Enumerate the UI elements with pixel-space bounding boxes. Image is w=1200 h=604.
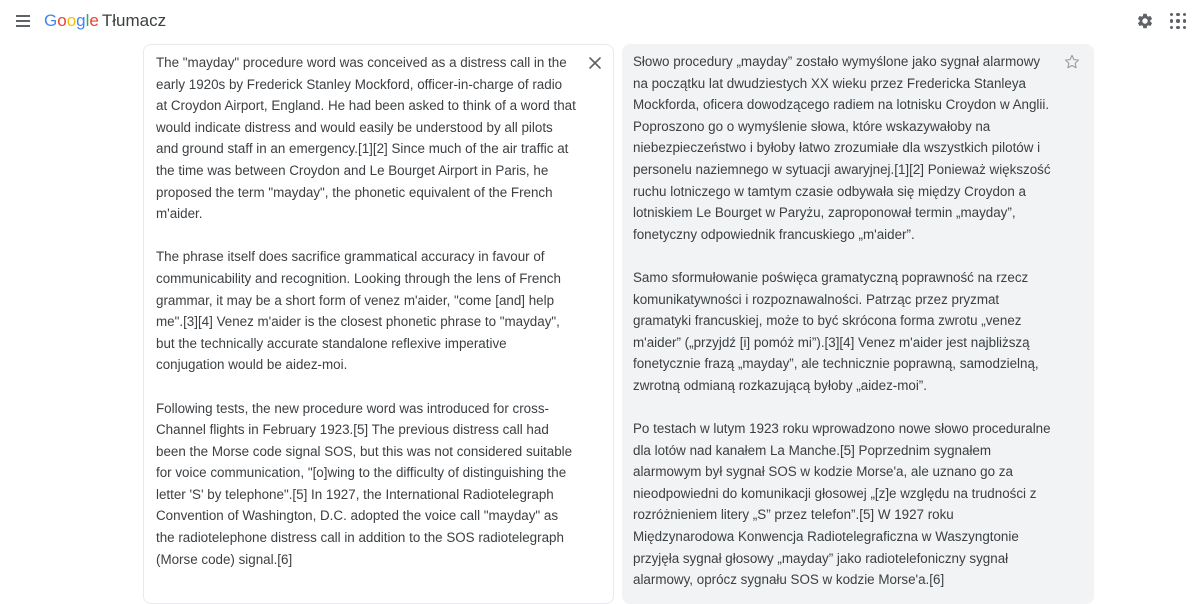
close-icon[interactable] — [587, 55, 603, 71]
google-logo — [44, 11, 99, 30]
source-text-input[interactable]: The "mayday" procedure word was conceived as a distress call in the early 1920s by Frederick Stanley Mockford, officer-in-charge of radio at Croydon Airport, England. He had been asked to think of a word that would indicate distress and would easily be understood by all pilots and ground staff in an emergency.[1][2] Since much of the air traffic at the time was between Croydon and Le Bourget Airport in Paris, he proposed the term "mayday", the phonetic equivalent of the French m'aider. The phrase itself does sacrifice grammatical accuracy in favour of communicability and recognition. Looking through the lens of French grammar, it may be a short form of venez m'aider, "come [and] help me".[3][4] Venez m'aider is the closest phonetic phrase to "mayday", but the technically accurate standalone reflexive imperative conjugation would be aidez-moi. Following tests, the new procedure word was introduced for cross-Channel flights in February 1923.[5] The previous distress call had been the Morse code signal SOS, but this was not considered suitable for voice communication, "[o]wing to the difficulty of distinguishing the letter 'S' by telephone".[5] In 1927, the International Radiotelegraph Convention of Washington, D.C. adopted the voice call "mayday" as the radiotelephone distress call in addition to the SOS radiotelegraph (Morse code) signal.[6] — [156, 55, 576, 567]
apps-grid-icon[interactable] — [1170, 13, 1186, 29]
translation-output-panel — [622, 44, 1094, 604]
translation-output-text: Słowo procedury „mayday” zostało wymyślone jako sygnał alarmowy na początku lat dwudziestych XX wieku przez Fredericka Stanleya Mockforda, oficera dowodzącego radiem na lotnisku Croydon w Anglii. Poproszono go o wymyślenie słowa, które wskazywałoby na niebezpieczeństwo i byłoby łatwo zrozumiałe dla wszystkich pilotów i personelu naziemnego w sytuacji awaryjnej.[1][2] Ponieważ większość ruchu lotniczego w tamtym czasie odbywała się między Croydon a lotniskiem Le Bourget w Paryżu, zaproponował termin „mayday”, fonetyczny odpowiednik francuskiego „m'aider”. Samo sformułowanie poświęca gramatyczną poprawność na rzecz komunikatywności i rozpoznawalności. Patrząc przez pryzmat gramatyki francuskiej, może to być skrócona forma zwrotu „venez m'aider” („przyjdź [i] pomóż mi”).[3][4] Venez m'aider jest najbliższą fonetycznie frazą „mayday”, ale technicznie poprawną, samodzielną, zwrotną odmianą rozkazującą byłoby „aidez-moi”. Po testach w lutym 1923 roku wprowadzono nowe słowo proceduralne dla lotów nad kanałem La Manche.[5] Poprzednim sygnałem alarmowym był sygnał SOS w kodzie Morse'a, ale uznano go za nieodpowiedni do komunikacji głosowej „[z]e względu na trudności z rozróżnieniem litery „S” przez telefon”.[5] W 1927 roku Międzynarodowa Konwencja Radiotelegraficzna w Waszyngtonie przyjęła sygnał głosowy „mayday” jako radiotelefoniczny sygnał alarmowy, oprócz sygnału SOS w kodzie Morse'a.[6] — [633, 54, 1051, 588]
logo-letter: l — [85, 11, 90, 30]
logo-letter: G — [44, 11, 58, 30]
menu-icon[interactable] — [15, 12, 33, 30]
top-app-bar — [0, 0, 1200, 44]
logo-letter: o — [66, 11, 77, 30]
star-outline-icon[interactable] — [1063, 53, 1081, 71]
source-text-panel — [143, 44, 614, 604]
app-brand[interactable] — [44, 11, 166, 31]
logo-letter: e — [89, 11, 99, 30]
product-name: Tłumacz — [101, 11, 167, 30]
gear-icon[interactable] — [1136, 12, 1154, 30]
logo-letter: o — [57, 11, 67, 30]
logo-letter: g — [76, 11, 86, 30]
